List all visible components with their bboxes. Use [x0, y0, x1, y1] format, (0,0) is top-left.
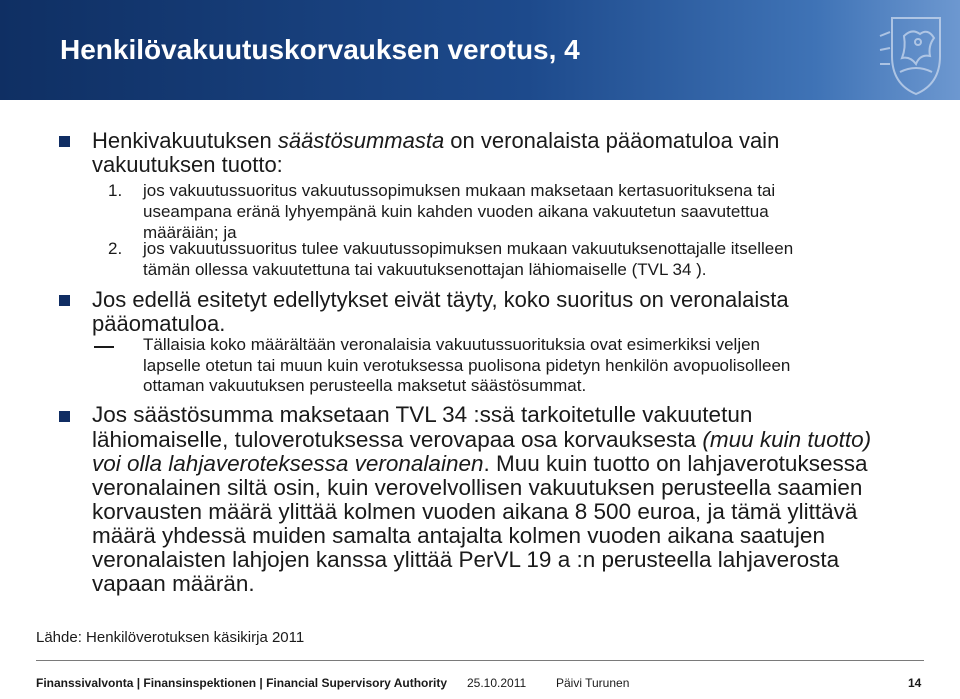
numbered-item-2-line-1: jos vakuutussuoritus tulee vakuutussopimuksen mukaan vakuutuksenottajalle itselleen: [143, 239, 794, 258]
numbered-item-2-line-2: tämän ollessa vakuutettuna tai vakuutuksenottajan lähiomaiselle (TVL 34 ).: [143, 260, 707, 279]
dash-item-line-3: ottaman vakuutuksen perusteella maksetut säästösummat.: [143, 376, 587, 395]
numbered-item-1-number: 1.: [108, 181, 123, 200]
bullet-3-line-8: vapaan määrän.: [92, 571, 255, 596]
bullet-1-line-2: vakuutuksen tuotto:: [92, 152, 283, 177]
numbered-item-1-line-2: useampana eränä lyhyempänä kuin kahden vuoden aikana vakuutetun saavutettua: [143, 202, 769, 221]
bullet-3-line-1: Jos säästösumma maksetaan TVL 34 :ssä tarkoitetulle vakuutetun: [92, 402, 753, 427]
footer-date: 25.10.2011: [467, 676, 527, 690]
bullet-1-line-1: Henkivakuutuksen säästösummasta on veronalaista pääomatuloa vain: [92, 128, 780, 153]
dash-bullet-icon: [94, 346, 114, 348]
bullet-3-line-7: veronalaisten lahjojen kanssa ylittää PerVL 19 a :n perusteella lahjaverosta: [92, 547, 840, 572]
source-note: Lähde: Henkilöverotuksen käsikirja 2011: [36, 629, 305, 646]
bullet-3-line-3: voi olla lahjaveroteksessa veronalainen. Muu kuin tuotto on lahjaverotuksessa: [92, 451, 868, 476]
finnish-lion-emblem-icon: [872, 6, 960, 96]
bullet-3-line-6: määrä yhdessä muiden samalta antajalta kolmen vuoden aikana saatujen: [92, 523, 825, 548]
footer-page-number: 14: [908, 676, 922, 690]
square-bullet-icon: [59, 295, 70, 306]
footer-author: Päivi Turunen: [556, 676, 630, 690]
numbered-item-1-line-1: jos vakuutussuoritus vakuutussopimuksen mukaan maksetaan kertasuorituksena tai: [143, 181, 776, 200]
slide-title: Henkilövakuutuskorvauksen verotus, 4: [60, 34, 580, 65]
numbered-item-1-line-3: määräiän; ja: [143, 223, 237, 242]
footer-divider: [36, 660, 924, 661]
numbered-item-2-number: 2.: [108, 239, 123, 258]
bullet-2-line-1: Jos edellä esitetyt edellytykset eivät täyty, koko suoritus on veronalaista: [92, 287, 789, 312]
bullet-3-line-4: veronalainen siltä osin, kuin verovelvollisen vakuutuksen perusteella saamien: [92, 475, 863, 500]
square-bullet-icon: [59, 411, 70, 422]
bullet-3-line-2: lähiomaiselle, tuloverotuksessa verovapaa osa korvauksesta (muu kuin tuotto): [92, 427, 872, 452]
slide-header: [0, 0, 960, 100]
dash-item-line-1: Tällaisia koko määrältään veronalaisia vakuutussuorituksia ovat esimerkiksi veljen: [143, 335, 761, 354]
footer-organization: Finanssivalvonta | Finansinspektionen | Financial Supervisory Authority: [36, 676, 448, 690]
bullet-3-line-5: korvausten määrä ylittää kolmen vuoden aikana 8 500 euroa, ja tämä ylittävä: [92, 499, 858, 524]
bullet-2-line-2: pääomatuloa.: [92, 311, 226, 336]
dash-item-line-2: lapselle otetun tai muun kuin verotuksessa puolisona pidetyn henkilön avopuolisolleen: [143, 356, 791, 375]
square-bullet-icon: [59, 136, 70, 147]
